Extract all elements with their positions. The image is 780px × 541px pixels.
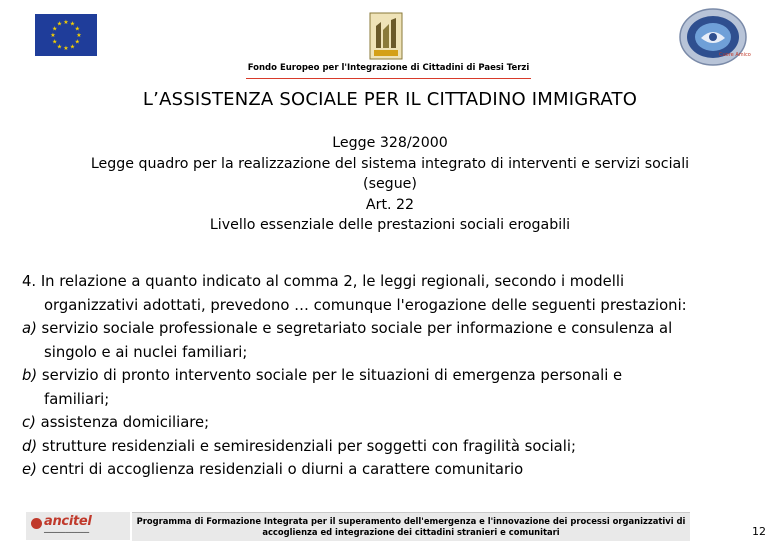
seal-logo: [679, 8, 751, 66]
ancitel-mark-icon: [31, 518, 42, 529]
fund-text: Fondo Europeo per l'Integrazione di Cittadini di Paesi Terzi: [247, 63, 530, 73]
ancitel-logo: [26, 512, 130, 540]
eu-star-icon: ★: [63, 45, 69, 52]
fund-banner: [246, 61, 531, 79]
footer-line: Programma di Formazione Integrata per il superamento dell'emergenza e l'innovazione dei processi organizzativi di: [136, 516, 686, 526]
eu-star-icon: ★: [76, 32, 82, 39]
paragraph-line: centri di accoglienza residenziali o diurni a carattere comunitario: [36, 461, 524, 478]
paragraph-line: servizio di pronto intervento sociale per le situazioni di emergenza personali e: [37, 367, 623, 384]
list-marker: d): [22, 437, 38, 455]
law-heading: [20, 133, 760, 236]
list-item: [22, 435, 770, 459]
footer-banner: [132, 512, 690, 541]
article-title: Livello essenziale delle prestazioni sociali erogabili: [209, 217, 571, 234]
paragraph-line: 4. In relazione a quanto indicato al comma 2, le leggi regionali, secondo i modelli: [22, 273, 625, 290]
eu-star-icon: ★: [50, 32, 56, 39]
list-marker: b): [22, 367, 38, 384]
law-description: Legge quadro per la realizzazione del sistema integrato di interventi e servizi sociali: [90, 155, 690, 172]
list-marker: c): [22, 414, 36, 431]
list-marker: e): [22, 461, 37, 478]
article-body: [22, 270, 770, 482]
ancitel-logo-text: ancitel: [44, 514, 92, 529]
list-item: [22, 317, 770, 364]
paragraph-line: familiari;: [44, 390, 110, 408]
ancitel-logo-sub: ━━━━━━━━━━━━━━━: [44, 530, 90, 536]
seal-caption: Cuore Amico: [719, 52, 751, 58]
list-item: [22, 411, 770, 435]
footer-text: [132, 513, 690, 538]
eu-star-icon: ★: [52, 38, 58, 46]
law-number: Legge 328/2000: [332, 135, 448, 151]
list-item: [22, 458, 770, 482]
footer-line: accoglienza ed integrazione dei cittadini stranieri e comunitari: [262, 527, 560, 537]
page-number: 12: [752, 525, 766, 538]
eu-star-icon: ★: [56, 43, 63, 51]
eu-star-icon: ★: [69, 43, 76, 51]
paragraph-line: servizio sociale professionale e segretariato sociale per informazione e consulenza al: [36, 320, 673, 337]
eu-star-icon: ★: [74, 25, 80, 33]
list-item: [22, 364, 770, 411]
eu-star-icon: ★: [52, 25, 58, 33]
paragraph-line: assistenza domiciliare;: [35, 414, 210, 431]
eu-star-icon: ★: [63, 19, 69, 26]
paragraph-line: singolo e ai nuclei familiari;: [44, 343, 248, 361]
paragraph-intro: [22, 270, 770, 317]
page-title: L’ASSISTENZA SOCIALE PER IL CITTADINO IMMIGRATO: [142, 89, 638, 110]
law-segue: (segue): [363, 176, 417, 193]
eu-star-icon: ★: [56, 20, 63, 28]
eu-flag-logo: [35, 14, 97, 56]
anci-logo: [369, 12, 403, 60]
eu-star-icon: ★: [69, 20, 76, 28]
article-number: Art. 22: [365, 196, 415, 213]
paragraph-line: strutture residenziali e semiresidenziali per soggetti con fragilità sociali;: [37, 437, 576, 455]
list-marker: a): [22, 320, 37, 337]
eu-star-icon: ★: [74, 38, 80, 46]
paragraph-line: organizzativi adottati, prevedono … comunque l'erogazione delle seguenti prestazioni:: [44, 296, 687, 314]
